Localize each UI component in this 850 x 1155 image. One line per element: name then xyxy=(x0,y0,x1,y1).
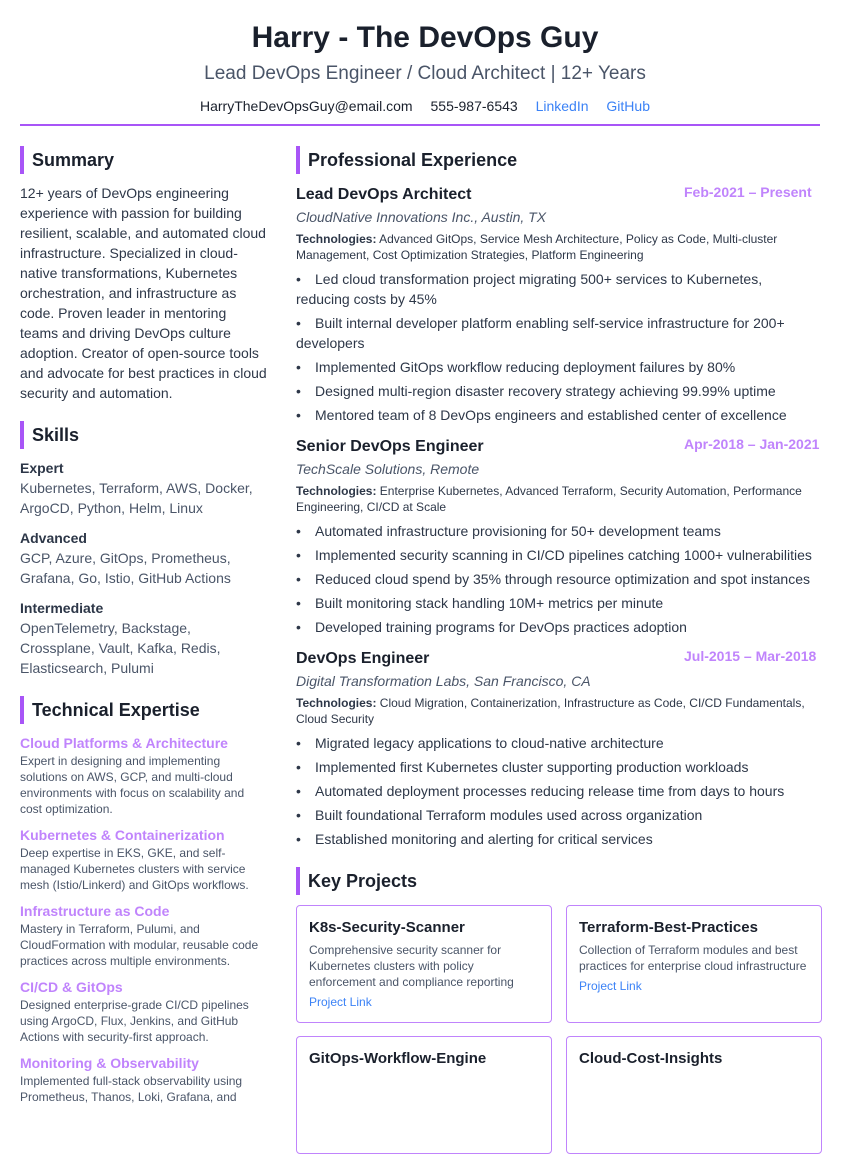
list-item: • Reduced cloud spend by 35% through resource optimization and spot instances xyxy=(296,571,810,587)
technologies-label: Technologies: xyxy=(296,232,377,246)
header-divider xyxy=(20,124,820,126)
summary-heading: Summary xyxy=(20,146,268,174)
project-desc: Collection of Terraform modules and best practices for enterprise cloud infrastructure xyxy=(579,943,807,973)
project-name: K8s-Security-Scanner xyxy=(309,919,465,936)
job-header xyxy=(296,183,816,207)
linkedin-link[interactable]: LinkedIn xyxy=(535,98,589,114)
bullet-glyph: • xyxy=(296,383,301,399)
right-column xyxy=(296,146,820,1155)
job-bullets xyxy=(296,269,816,425)
list-item: • Implemented first Kubernetes cluster supporting production workloads xyxy=(296,759,749,775)
projects-heading: Key Projects xyxy=(296,867,816,895)
project-card xyxy=(566,905,822,1023)
job-date: Jul-2015 – Mar-2018 xyxy=(684,648,817,664)
list-item: • Mentored team of 8 DevOps engineers and established center of excellence xyxy=(296,407,787,423)
job-header xyxy=(296,647,816,671)
bullet-glyph: • xyxy=(296,271,301,287)
project-card xyxy=(296,1036,552,1154)
list-item: • Developed training programs for DevOps practices adoption xyxy=(296,619,687,635)
list-item: • Established monitoring and alerting for critical services xyxy=(296,831,653,847)
project-name: Cloud-Cost-Insights xyxy=(579,1050,723,1067)
bullet-glyph: • xyxy=(296,407,301,423)
job-technologies xyxy=(296,483,816,515)
skill-level: Advanced xyxy=(20,530,87,546)
expertise-desc: Implemented full-stack observability using Prometheus, Thanos, Loki, Grafana, and xyxy=(20,1074,243,1104)
job-entry xyxy=(296,647,816,849)
job-bullets xyxy=(296,733,816,849)
bullet-glyph: • xyxy=(296,315,301,331)
list-item: • Implemented security scanning in CI/CD pipelines catching 1000+ vulnerabilities xyxy=(296,547,812,563)
job-technologies xyxy=(296,231,816,263)
expertise-item xyxy=(20,825,268,893)
technologies-label: Technologies: xyxy=(296,484,377,498)
job-company: CloudNative Innovations Inc., Austin, TX xyxy=(296,209,547,225)
email: HarryTheDevOpsGuy@email.com xyxy=(200,98,413,114)
bullet-glyph: • xyxy=(296,831,301,847)
job-entry xyxy=(296,183,816,425)
expertise-title: CI/CD & GitOps xyxy=(20,979,123,995)
job-title: Senior DevOps Engineer xyxy=(296,438,484,455)
list-item: • Built internal developer platform enabling self-service infrastructure for 200+ developers xyxy=(296,315,785,351)
technologies-label: Technologies: xyxy=(296,696,377,710)
project-desc: Comprehensive security scanner for Kubernetes clusters with policy enforcement and compliance reporting xyxy=(309,943,514,989)
list-item: • Migrated legacy applications to cloud-native architecture xyxy=(296,735,664,751)
expertise-title: Monitoring & Observability xyxy=(20,1055,199,1071)
expertise-item xyxy=(20,977,268,1045)
expertise-item xyxy=(20,1053,268,1105)
list-item: • Led cloud transformation project migrating 500+ services to Kubernetes, reducing costs by 45% xyxy=(296,271,763,307)
skill-list: Kubernetes, Terraform, AWS, Docker, ArgoCD, Python, Helm, Linux xyxy=(20,480,253,516)
list-item: • Built monitoring stack handling 10M+ metrics per minute xyxy=(296,595,664,611)
left-column xyxy=(20,146,268,1105)
technologies-list: Cloud Migration, Containerization, Infrastructure as Code, CI/CD Fundamentals, Cloud Security xyxy=(296,696,805,726)
list-item: • Automated infrastructure provisioning for 50+ development teams xyxy=(296,523,721,539)
github-link[interactable]: GitHub xyxy=(606,98,650,114)
bullet-glyph: • xyxy=(296,807,301,823)
candidate-title: Lead DevOps Engineer / Cloud Architect | 12+ Years xyxy=(204,63,646,84)
job-title: Lead DevOps Architect xyxy=(296,186,472,203)
skill-level: Intermediate xyxy=(20,600,104,616)
skill-level: Expert xyxy=(20,460,64,476)
skills-heading: Skills xyxy=(20,421,268,449)
job-title: DevOps Engineer xyxy=(296,650,430,667)
job-header xyxy=(296,435,820,459)
job-technologies xyxy=(296,695,816,727)
project-name: Terraform-Best-Practices xyxy=(579,919,758,936)
expertise-desc: Expert in designing and implementing solutions on AWS, GCP, and multi-cloud environments with focus on scalability and cost optimization. xyxy=(20,754,245,816)
list-item: • Implemented GitOps workflow reducing deployment failures by 80% xyxy=(296,359,736,375)
project-card xyxy=(296,905,552,1023)
expertise-desc: Deep expertise in EKS, GKE, and self-managed Kubernetes clusters with service mesh (Istio/Linkerd) and GitOps workflows. xyxy=(20,846,249,892)
expertise-item xyxy=(20,733,268,817)
experience-heading: Professional Experience xyxy=(296,146,816,174)
expertise-title: Kubernetes & Containerization xyxy=(20,827,225,843)
bullet-glyph: • xyxy=(296,547,301,563)
bullet-glyph: • xyxy=(296,359,301,375)
project-card xyxy=(566,1036,822,1154)
skill-group-expert xyxy=(20,458,268,518)
job-company: Digital Transformation Labs, San Francisco, CA xyxy=(296,673,591,689)
list-item: • Automated deployment processes reducing release time from days to hours xyxy=(296,783,785,799)
expertise-desc: Mastery in Terraform, Pulumi, and CloudFormation with modular, reusable code practices across multiple environments. xyxy=(20,922,259,968)
projects-grid xyxy=(296,905,816,1155)
project-link[interactable]: Project Link xyxy=(579,979,642,993)
expertise-item xyxy=(20,901,268,969)
list-item: • Built foundational Terraform modules used across organization xyxy=(296,807,703,823)
skill-list: OpenTelemetry, Backstage, Crossplane, Vault, Kafka, Redis, Elasticsearch, Pulumi xyxy=(20,620,221,676)
summary-text: 12+ years of DevOps engineering experience with passion for building resilient, scalable, and automated cloud infrastructure. Specialized in cloud-native transformations, Kubernetes orchestration, and infrastructure as code. Proven leader in mentoring teams and driving DevOps culture adoption. Creator of open-source tools and advocate for best practices in cloud security and automation. xyxy=(20,185,267,401)
job-date: Feb-2021 – Present xyxy=(684,184,812,200)
candidate-name: Harry - The DevOps Guy xyxy=(251,21,599,54)
phone: 555-987-6543 xyxy=(430,98,518,114)
bullet-glyph: • xyxy=(296,523,301,539)
expertise-desc: Designed enterprise-grade CI/CD pipelines using ArgoCD, Flux, Jenkins, and GitHub Actions with security-first approach. xyxy=(20,998,249,1044)
technologies-list: Enterprise Kubernetes, Advanced Terraform, Security Automation, Performance Engineering, CI/CD at Scale xyxy=(296,484,802,514)
bullet-glyph: • xyxy=(296,595,301,611)
skill-group-advanced xyxy=(20,528,268,588)
bullet-glyph: • xyxy=(296,759,301,775)
resume-header xyxy=(0,20,850,116)
bullet-glyph: • xyxy=(296,783,301,799)
skill-list: GCP, Azure, GitOps, Prometheus, Grafana, Go, Istio, GitHub Actions xyxy=(20,550,231,586)
bullet-glyph: • xyxy=(296,619,301,635)
list-item: • Designed multi-region disaster recovery strategy achieving 99.99% uptime xyxy=(296,383,776,399)
job-entry xyxy=(296,435,820,637)
expertise-title: Cloud Platforms & Architecture xyxy=(20,735,228,751)
expertise-heading: Technical Expertise xyxy=(20,696,268,724)
contact-line xyxy=(0,96,850,116)
project-link[interactable]: Project Link xyxy=(309,995,372,1009)
job-company: TechScale Solutions, Remote xyxy=(296,461,480,477)
technologies-list: Advanced GitOps, Service Mesh Architecture, Policy as Code, Multi-cluster Management, Cost Optimization Strategies, Platform Engineering xyxy=(296,232,778,262)
project-name: GitOps-Workflow-Engine xyxy=(309,1050,487,1067)
job-date: Apr-2018 – Jan-2021 xyxy=(684,436,820,452)
bullet-glyph: • xyxy=(296,735,301,751)
bullet-glyph: • xyxy=(296,571,301,587)
job-bullets xyxy=(296,521,816,637)
skill-group-intermediate xyxy=(20,598,268,678)
expertise-title: Infrastructure as Code xyxy=(20,903,170,919)
